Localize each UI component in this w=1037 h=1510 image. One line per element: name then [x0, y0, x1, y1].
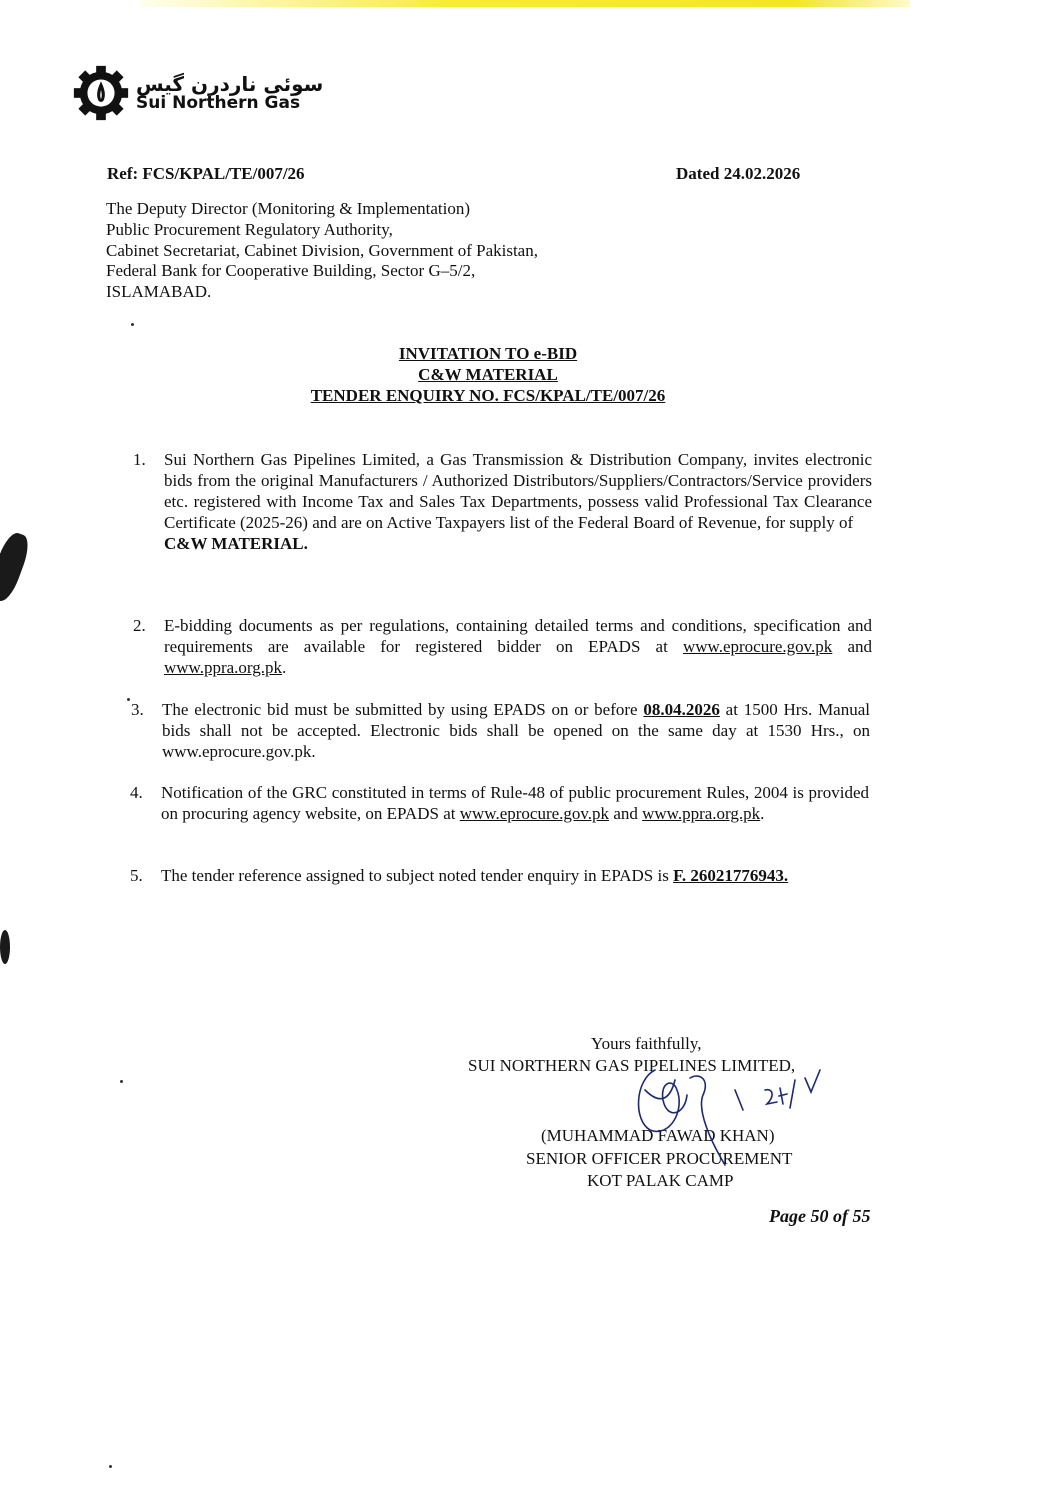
company-logo [70, 62, 323, 124]
paragraph-text: E-bidding documents as per regulations, containing detailed terms and conditions, specification and requirements are available for registered bidder on EPADS at [164, 616, 872, 656]
yellow-highlight-mark [140, 0, 910, 7]
gear-flame-logo-icon [70, 62, 132, 124]
paragraph-number: 3. [131, 700, 144, 719]
signatory-name: (MUHAMMAD FAWAD KHAN) [541, 1126, 775, 1145]
submission-deadline: 08.04.2026 [643, 700, 720, 719]
scan-speck [109, 1465, 112, 1468]
paragraph-5 [130, 865, 869, 886]
letter-date: Dated 24.02.2026 [676, 164, 801, 183]
document-title [280, 343, 696, 406]
paragraph-2 [133, 615, 872, 678]
scan-speck [120, 1080, 123, 1083]
paragraph-number: 5. [130, 866, 143, 885]
addressee-line: The Deputy Director (Monitoring & Implementation) [106, 199, 470, 218]
material-name: C&W MATERIAL. [164, 534, 308, 553]
period: . [760, 804, 765, 823]
paragraph-1 [133, 449, 872, 554]
logo-urdu-name: سوئی ناردرن گیس [136, 72, 324, 96]
period: . [282, 658, 287, 677]
ppra-link[interactable]: www.ppra.org.pk [164, 658, 283, 677]
eprocure-link[interactable]: www.eprocure.gov.pk [459, 804, 610, 823]
title-line-tender-enquiry: TENDER ENQUIRY NO. FCS/KPAL/TE/007/26 [310, 386, 666, 405]
signatory-location: KOT PALAK CAMP [587, 1171, 734, 1190]
reference-number: Ref: FCS/KPAL/TE/007/26 [107, 164, 305, 183]
paragraph-text: The tender reference assigned to subject noted tender enquiry in EPADS is [161, 866, 669, 885]
binder-clip-shadow [0, 930, 10, 964]
paragraph-number: 4. [130, 783, 143, 802]
joiner-text: and [847, 637, 873, 656]
epads-tender-reference: F. 26021776943. [673, 866, 789, 885]
paragraph-3 [131, 699, 870, 762]
eprocure-link[interactable]: www.eprocure.gov.pk [682, 637, 833, 656]
handwritten-signature [615, 1060, 835, 1170]
paragraph-4 [130, 782, 869, 824]
binder-clip-shadow [0, 530, 33, 605]
closing-salutation: Yours faithfully, [591, 1034, 702, 1053]
logo-english-name: Sui Northern Gas [136, 93, 301, 113]
closing-company: SUI NORTHERN GAS PIPELINES LIMITED, [468, 1056, 796, 1075]
scan-speck [127, 698, 130, 701]
addressee-block [106, 199, 538, 303]
title-line-invitation: INVITATION TO e-BID [398, 344, 578, 363]
paragraph-text: The electronic bid must be submitted by using EPADS on or before [162, 700, 638, 719]
addressee-line: Cabinet Secretariat, Cabinet Division, Government of Pakistan, [106, 240, 538, 260]
addressee-line: ISLAMABAD. [106, 282, 212, 302]
addressee-line: Federal Bank for Cooperative Building, Sector G–5/2, [106, 261, 476, 281]
joiner-text: and [613, 804, 638, 823]
page-number: Page 50 of 55 [769, 1206, 871, 1226]
signatory-designation: SENIOR OFFICER PROCUREMENT [526, 1149, 793, 1168]
title-line-material: C&W MATERIAL [418, 365, 558, 384]
paragraph-number: 2. [133, 616, 146, 635]
ppra-link[interactable]: www.ppra.org.pk [642, 804, 761, 823]
paragraph-text: Sui Northern Gas Pipelines Limited, a Gas Transmission & Distribution Company, invites electronic bids from the original Manufacturers / Authorized Distributors/Suppliers/Contractors/Service providers etc. registered with Income Tax and Sales Tax Departments, possess valid Professional Tax Clearance Certificate (2025-26) and are on Active Taxpayers list of the Federal Board of Revenue, for supply of [164, 450, 872, 532]
paragraph-number: 1. [133, 450, 146, 469]
addressee-line: Public Procurement Regulatory Authority, [106, 219, 393, 239]
paragraph-text: at 1500 Hrs. Manual bids shall not be accepted. Electronic bids shall be opened on the same day at 1530 Hrs., on www.eprocure.gov.pk. [162, 700, 870, 761]
scan-speck [131, 323, 134, 326]
paragraph-text: Notification of the GRC constituted in terms of Rule-48 of public procurement Rules, 2004 is provided on procuring agency website, on EPADS at [161, 783, 869, 823]
